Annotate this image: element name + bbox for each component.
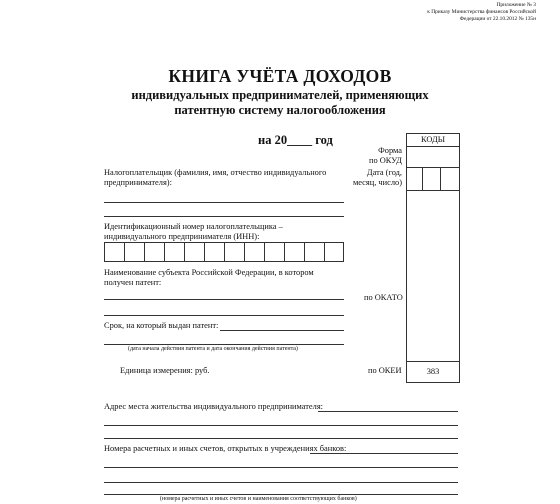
inn-cell-divider xyxy=(164,243,165,261)
region-label-line: Наименование субъекта Российской Федерации, в котором xyxy=(104,268,314,277)
address-label: Адрес места жительства индивидуального предпринимателя: xyxy=(104,402,324,411)
header-note-line: Приложение № 3 xyxy=(496,2,536,8)
okei-label: по ОКЕИ xyxy=(368,366,402,375)
okud-label-line: Форма xyxy=(378,146,402,155)
okato-cell[interactable] xyxy=(406,190,460,362)
taxpayer-label-line: Налогоплательщик (фамилия, имя, отчество индивидуального xyxy=(104,168,327,177)
inn-cell-divider xyxy=(144,243,145,261)
region-label-line: получен патент: xyxy=(104,278,162,287)
date-label-line: месяц, число) xyxy=(352,178,402,187)
inn-cell-divider xyxy=(264,243,265,261)
accounts-caption: (номера расчетных и иных счетов и наименования соответствующих банков) xyxy=(160,496,357,502)
inn-cell-divider xyxy=(284,243,285,261)
region-line[interactable] xyxy=(104,315,344,316)
taxpayer-label-line: предпринимателя): xyxy=(104,178,172,187)
document-title: КНИГА УЧЁТА ДОХОДОВ xyxy=(168,66,392,86)
taxpayer-name-line[interactable] xyxy=(104,202,344,203)
accounts-line[interactable] xyxy=(310,453,458,454)
okei-cell xyxy=(406,361,460,383)
okato-label: по ОКАТО xyxy=(364,293,403,302)
date-cell-divider xyxy=(422,168,423,190)
inn-cells[interactable] xyxy=(104,242,344,262)
region-line[interactable] xyxy=(104,299,344,300)
address-line[interactable] xyxy=(318,411,458,412)
date-cell-divider xyxy=(440,168,441,190)
year-line: на 20____ год xyxy=(258,133,333,147)
document-subtitle xyxy=(0,88,560,118)
address-line[interactable] xyxy=(104,438,458,439)
date-cell[interactable] xyxy=(406,167,460,191)
inn-cell-divider xyxy=(124,243,125,261)
term-line[interactable] xyxy=(220,330,344,331)
term-line[interactable] xyxy=(104,344,344,345)
codes-header-cell xyxy=(406,133,460,147)
subtitle-line-2: патентную систему налогообложения xyxy=(174,103,386,117)
okei-value: 383 xyxy=(426,367,440,376)
header-note xyxy=(427,2,536,23)
accounts-line[interactable] xyxy=(104,467,458,468)
header-note-line: Федерации от 22.10.2012 № 135н xyxy=(459,16,536,22)
taxpayer-label xyxy=(104,168,326,188)
inn-cell-divider xyxy=(224,243,225,261)
date-label xyxy=(330,168,402,188)
inn-cell-divider xyxy=(304,243,305,261)
header-note-line: к Приказу Министерства финансов Российской xyxy=(427,9,536,15)
accounts-line[interactable] xyxy=(104,494,458,495)
date-label-line: Дата (год, xyxy=(366,168,402,177)
inn-cell-divider xyxy=(244,243,245,261)
accounts-label: Номера расчетных и иных счетов, открытых в учреждениях банков: xyxy=(104,444,347,453)
term-label: Срок, на который выдан патент: xyxy=(104,321,219,330)
unit-label: Единица измерения: руб. xyxy=(120,366,210,375)
region-label xyxy=(104,268,314,288)
inn-label xyxy=(104,222,283,242)
okud-label xyxy=(350,146,402,166)
taxpayer-name-line[interactable] xyxy=(104,216,344,217)
address-line[interactable] xyxy=(104,425,458,426)
accounts-line[interactable] xyxy=(104,482,458,483)
subtitle-line-1: индивидуальных предпринимателей, применяющих xyxy=(131,88,429,102)
inn-label-line: Идентификационный номер налогоплательщика – xyxy=(104,222,283,231)
inn-cell-divider xyxy=(204,243,205,261)
okud-label-line: по ОКУД xyxy=(368,156,402,165)
term-caption: (дата начала действия патента и дата окончания действия патента) xyxy=(128,346,298,352)
inn-cell-divider xyxy=(184,243,185,261)
codes-header: КОДЫ xyxy=(420,135,446,144)
inn-label-line: индивидуального предпринимателя (ИНН): xyxy=(104,232,260,241)
inn-cell-divider xyxy=(324,243,325,261)
okud-cell[interactable] xyxy=(406,146,460,168)
